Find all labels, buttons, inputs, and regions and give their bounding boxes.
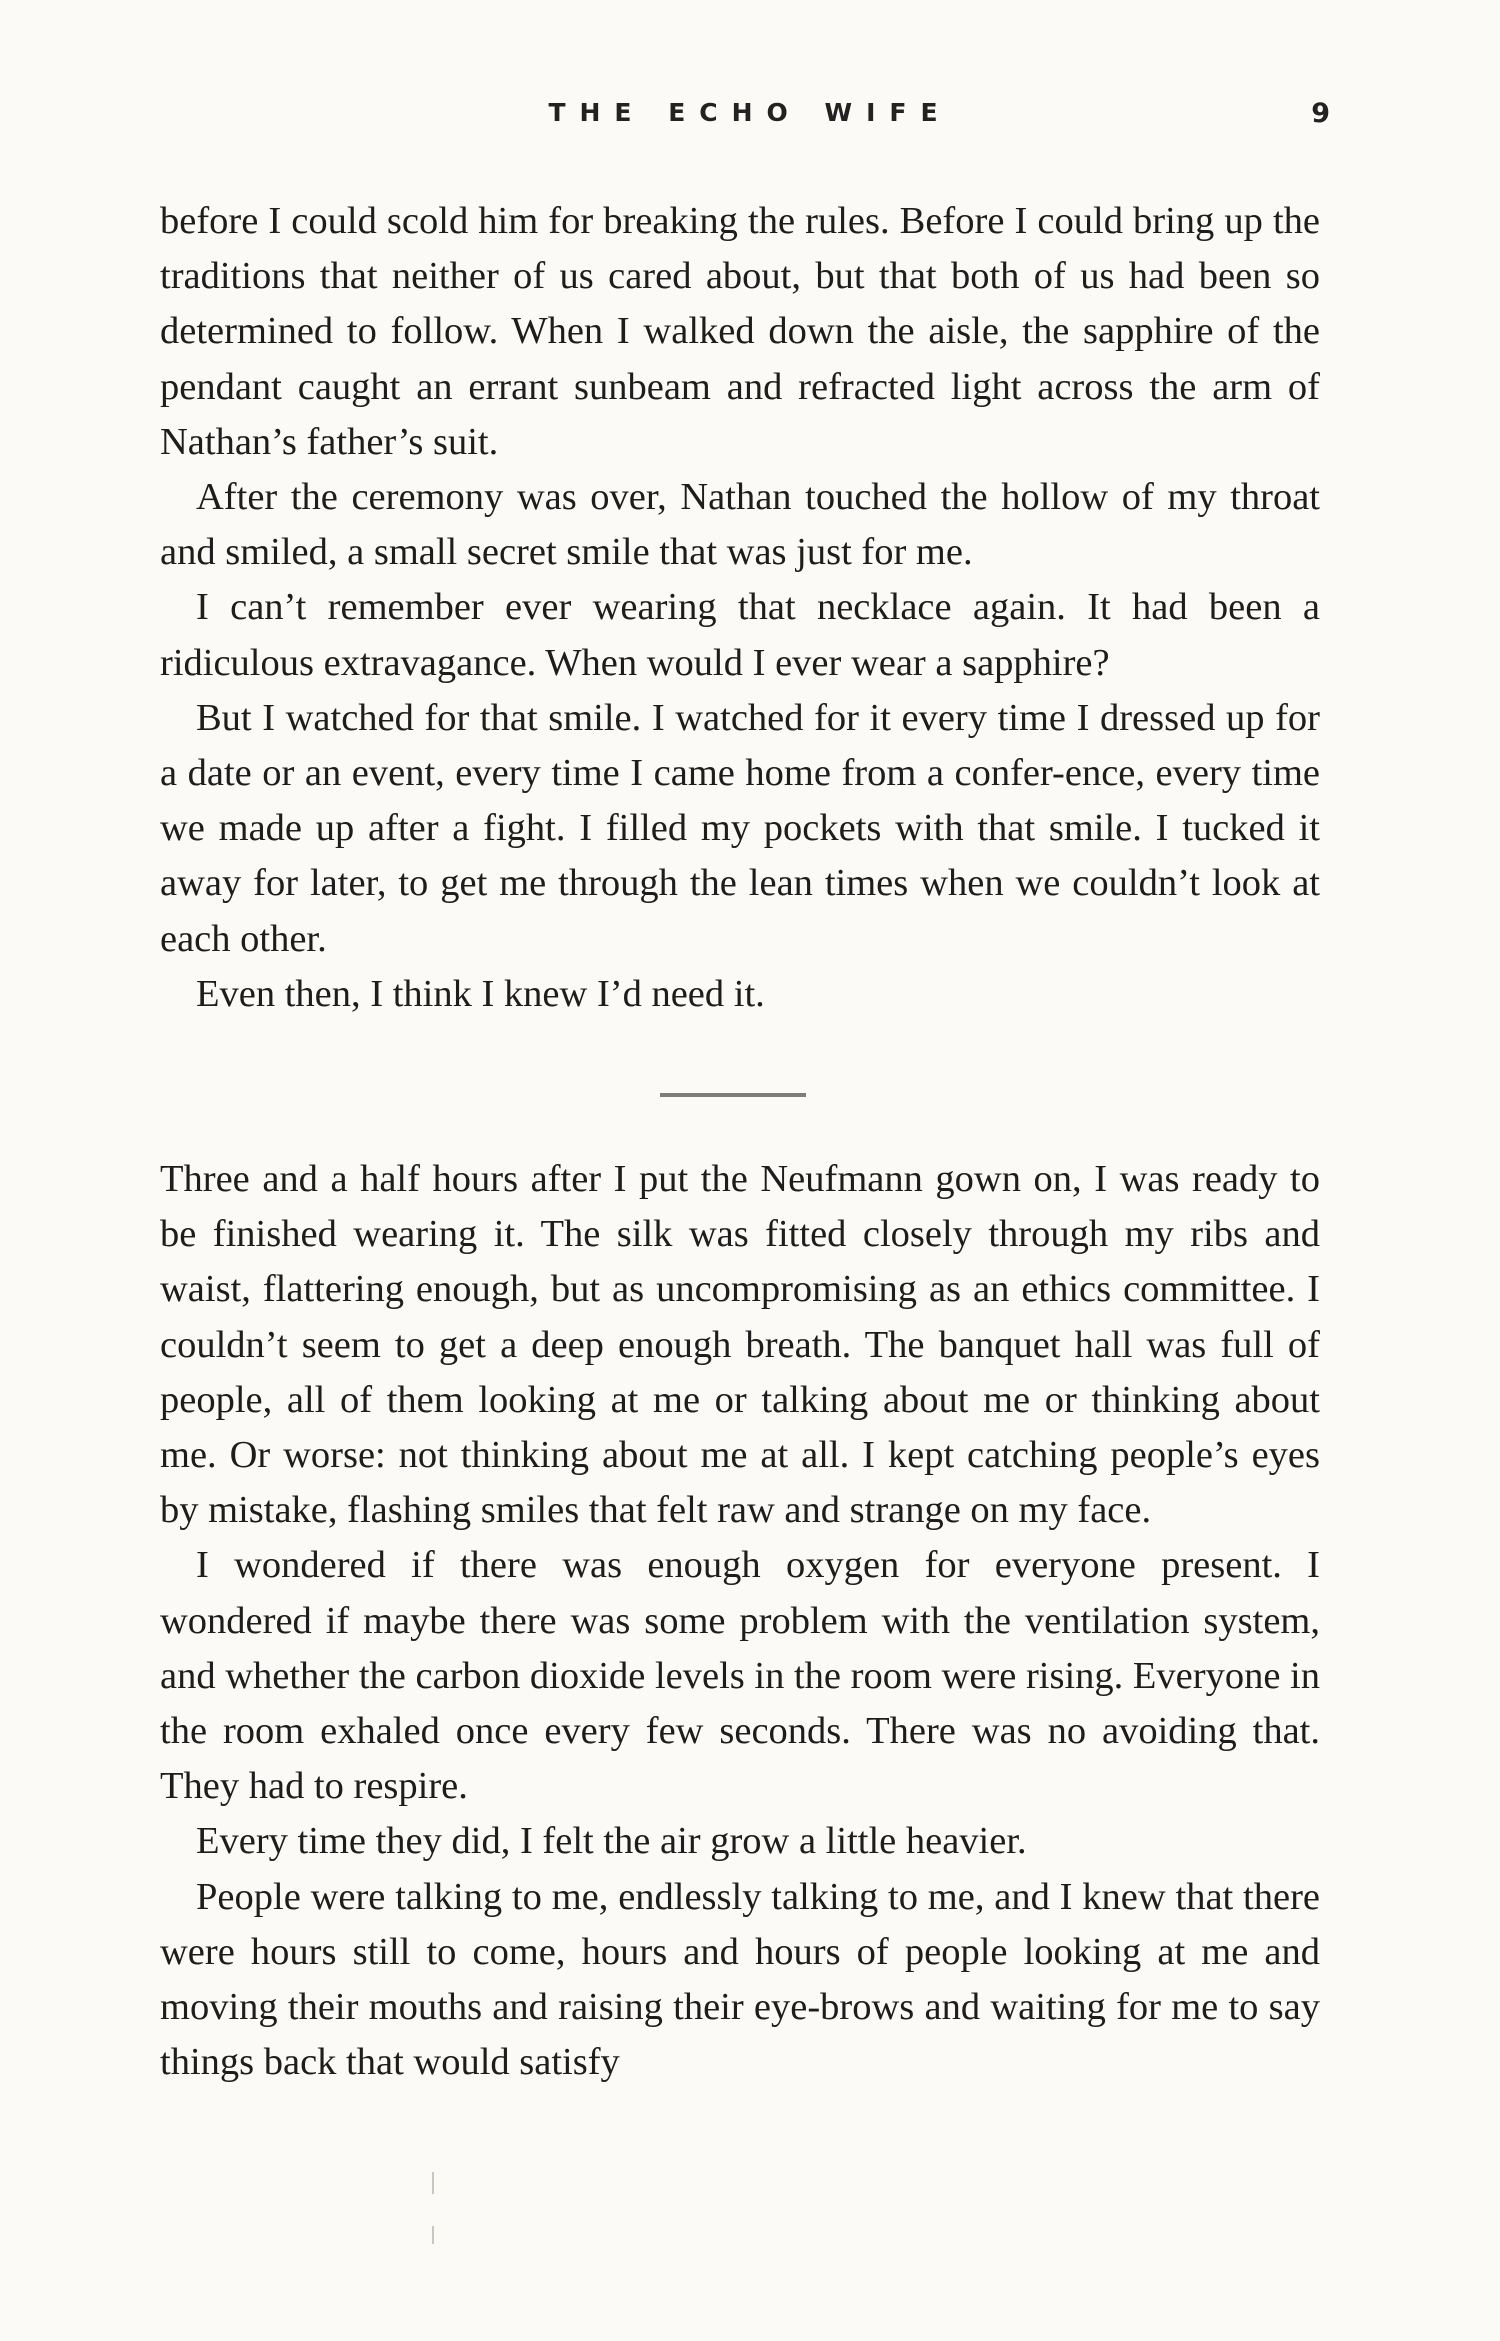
paragraph: I can’t remember ever wearing that necklace again. It had been a ridiculous extravagance. When would I ever wear a sapphire? (160, 586, 1320, 684)
paragraph: I wondered if there was enough oxygen for everyone present. I wondered if maybe there was some problem with the ventilation system, and whether the carbon dioxide levels in the room were rising. Everyone in the room exhaled once every few seconds. There was no avoiding that. They had to respire. (160, 1544, 1320, 1808)
section-two-text (160, 1152, 1320, 2090)
paragraph: Even then, I think I knew I’d need it. (196, 972, 765, 1015)
scan-mark (432, 2226, 434, 2244)
paragraph: After the ceremony was over, Nathan touched the hollow of my throat and smiled, a small secret smile that was just for me. (160, 476, 1320, 574)
paragraph: before I could scold him for breaking the rules. Before I could bring up the traditions that neither of us cared about, but that both of us had been so determined to follow. When I walked down the aisle, the sapphire of the pendant caught an errant sunbeam and refracted light across the arm of Nathan’s father’s suit. (160, 200, 1320, 463)
running-title: THE ECHO WIFE (548, 98, 952, 127)
paragraph: People were talking to me, endlessly talking to me, and I knew that there were hours still to come, hours and hours of people looking at me and moving their mouths and raising their eye-brows and waiting for me to say things back that would satisfy (160, 1875, 1320, 2084)
section-break-rule (660, 1093, 806, 1097)
page-header (0, 98, 1500, 148)
scan-mark (432, 2172, 434, 2194)
paragraph: Three and a half hours after I put the Neufmann gown on, I was ready to be finished wearing it. The silk was fitted closely through my ribs and waist, flattering enough, but as uncompromising as an ethics committee. I couldn’t seem to get a deep enough breath. The banquet hall was full of people, all of them looking at me or talking about me or thinking about me. Or worse: not thinking about me at all. I kept catching people’s eyes by mistake, flashing smiles that felt raw and strange on my face. (160, 1158, 1320, 1532)
section-one-text (160, 194, 1320, 1022)
paragraph: Every time they did, I felt the air grow a little heavier. (196, 1820, 1027, 1863)
page-number: 9 (1311, 98, 1330, 129)
paragraph: But I watched for that smile. I watched for it every time I dressed up for a date or an event, every time I came home from a confer-ence, every time we made up after a fight. I filled my pockets with that smile. I tucked it away for later, to get me through the lean times when we couldn’t look at each other. (160, 696, 1320, 960)
